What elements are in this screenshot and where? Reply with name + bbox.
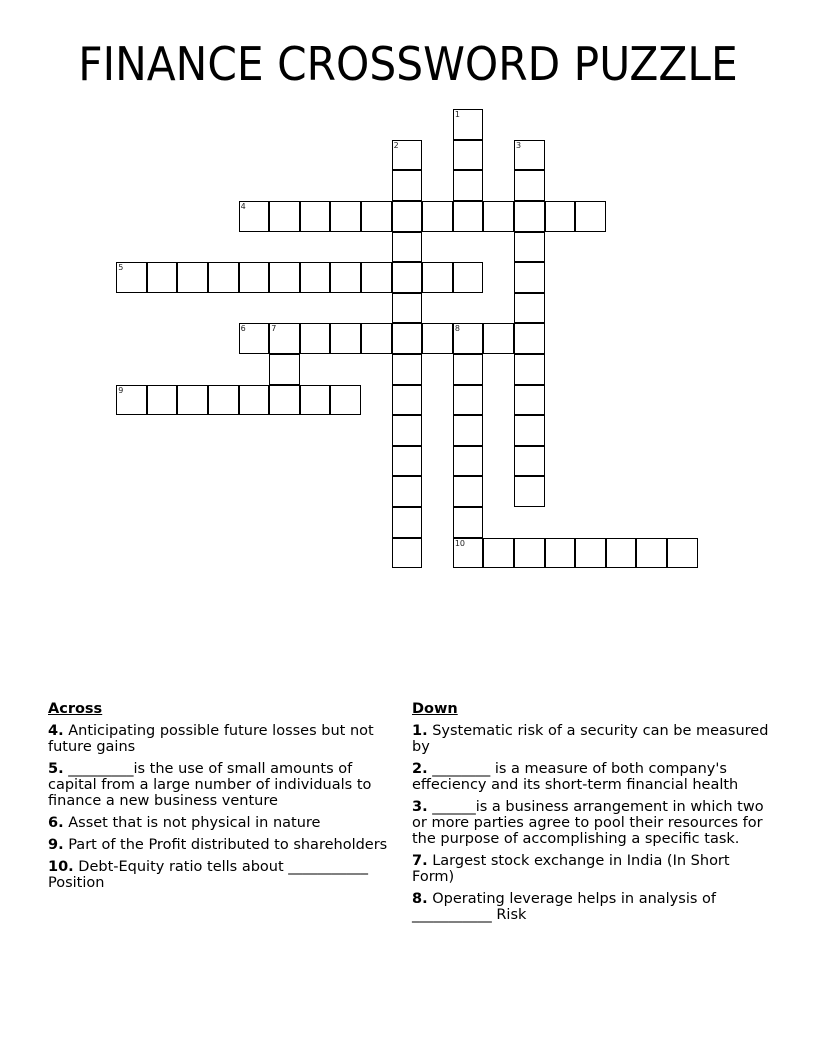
grid-cell[interactable] xyxy=(361,201,392,232)
grid-cell[interactable] xyxy=(453,415,484,446)
grid-cell[interactable] xyxy=(514,201,545,232)
grid-cell[interactable] xyxy=(606,538,637,569)
clue-down-7: 7. Largest stock exchange in India (In Short Form) xyxy=(412,853,730,885)
clue-down-3: 3. ______is a business arrangement in which two or more parties agree to pool their resources for the purpose of accomplishing a specific task. xyxy=(412,799,764,847)
grid-cell[interactable] xyxy=(514,140,545,171)
grid-cell[interactable] xyxy=(453,446,484,477)
grid-cell[interactable] xyxy=(483,323,514,354)
grid-cell[interactable] xyxy=(392,293,423,324)
grid-cell[interactable] xyxy=(667,538,698,569)
grid-cell[interactable] xyxy=(392,170,423,201)
clue-number: 10 xyxy=(454,538,466,548)
grid-cell[interactable] xyxy=(208,262,239,293)
grid-cell[interactable] xyxy=(483,538,514,569)
grid-cell[interactable] xyxy=(422,323,453,354)
grid-cell[interactable] xyxy=(453,109,484,140)
grid-cell[interactable] xyxy=(330,201,361,232)
grid-cell[interactable] xyxy=(392,507,423,538)
grid-cell[interactable] xyxy=(453,538,484,569)
grid-cell[interactable] xyxy=(147,385,178,416)
page-title: FINANCE CROSSWORD PUZZLE xyxy=(78,37,738,91)
clue-number: 7 xyxy=(271,324,277,334)
clue-number: 5 xyxy=(118,263,124,273)
grid-cell[interactable] xyxy=(300,201,331,232)
grid-cell[interactable] xyxy=(422,201,453,232)
grid-cell[interactable] xyxy=(453,354,484,385)
clue-number: 8 xyxy=(454,324,460,334)
clue-across-6: 6. Asset that is not physical in nature xyxy=(48,815,321,831)
grid-cell[interactable] xyxy=(545,201,576,232)
grid-cell[interactable] xyxy=(147,262,178,293)
grid-cell[interactable] xyxy=(300,385,331,416)
grid-cell[interactable] xyxy=(208,385,239,416)
grid-cell[interactable] xyxy=(575,538,606,569)
grid-cell[interactable] xyxy=(330,262,361,293)
grid-cell[interactable] xyxy=(483,201,514,232)
down-heading: Down xyxy=(412,701,458,717)
down-clues xyxy=(412,701,772,929)
grid-cell[interactable] xyxy=(453,323,484,354)
clue-number: 4 xyxy=(240,202,246,212)
grid-cell[interactable] xyxy=(514,415,545,446)
grid-cell[interactable] xyxy=(116,262,147,293)
clue-number: 9 xyxy=(118,385,124,395)
grid-cell[interactable] xyxy=(453,262,484,293)
grid-cell[interactable] xyxy=(453,201,484,232)
clue-number: 6 xyxy=(240,324,246,334)
grid-cell[interactable] xyxy=(545,538,576,569)
grid-cell[interactable] xyxy=(392,385,423,416)
clue-across-9: 9. Part of the Profit distributed to shareholders xyxy=(48,837,388,853)
clue-number: 1 xyxy=(454,110,460,120)
grid-cell[interactable] xyxy=(514,354,545,385)
grid-cell[interactable] xyxy=(514,262,545,293)
grid-cell[interactable] xyxy=(269,201,300,232)
grid-cell[interactable] xyxy=(361,262,392,293)
grid-cell[interactable] xyxy=(392,323,423,354)
grid-cell[interactable] xyxy=(514,476,545,507)
grid-cell[interactable] xyxy=(453,140,484,171)
grid-cell[interactable] xyxy=(514,170,545,201)
grid-cell[interactable] xyxy=(392,446,423,477)
grid-cell[interactable] xyxy=(300,323,331,354)
grid-cell[interactable] xyxy=(392,538,423,569)
clue-number: 2 xyxy=(393,140,399,150)
clue-down-1: 1. Systematic risk of a security can be measured by xyxy=(412,723,769,755)
grid-cell[interactable] xyxy=(361,323,392,354)
grid-cell[interactable] xyxy=(514,538,545,569)
grid-cell[interactable] xyxy=(392,262,423,293)
grid-cell[interactable] xyxy=(300,262,331,293)
grid-cell[interactable] xyxy=(239,323,270,354)
grid-cell[interactable] xyxy=(330,385,361,416)
grid-cell[interactable] xyxy=(239,262,270,293)
grid-cell[interactable] xyxy=(239,201,270,232)
grid-cell[interactable] xyxy=(514,446,545,477)
grid-cell[interactable] xyxy=(514,323,545,354)
grid-cell[interactable] xyxy=(453,385,484,416)
grid-cell[interactable] xyxy=(453,170,484,201)
grid-cell[interactable] xyxy=(269,323,300,354)
grid-cell[interactable] xyxy=(177,262,208,293)
grid-cell[interactable] xyxy=(392,476,423,507)
grid-cell[interactable] xyxy=(514,385,545,416)
clue-across-5: 5. _________is the use of small amounts of capital from a large number of individuals to finance a new business venture xyxy=(48,761,372,809)
grid-cell[interactable] xyxy=(330,323,361,354)
crossword-grid xyxy=(117,110,717,580)
grid-cell[interactable] xyxy=(453,507,484,538)
across-heading: Across xyxy=(48,701,103,717)
grid-cell[interactable] xyxy=(269,354,300,385)
clue-number: 3 xyxy=(516,140,522,150)
clue-across-10: 10. Debt-Equity ratio tells about ___________ Position xyxy=(48,859,369,891)
grid-cell[interactable] xyxy=(392,201,423,232)
grid-cell[interactable] xyxy=(575,201,606,232)
grid-cell[interactable] xyxy=(269,262,300,293)
grid-cell[interactable] xyxy=(116,385,147,416)
grid-cell[interactable] xyxy=(392,232,423,263)
grid-cell[interactable] xyxy=(422,262,453,293)
grid-cell[interactable] xyxy=(177,385,208,416)
across-clues xyxy=(48,701,398,897)
grid-cell[interactable] xyxy=(392,354,423,385)
grid-cell[interactable] xyxy=(239,385,270,416)
clue-down-8: 8. Operating leverage helps in analysis of ___________ Risk xyxy=(412,891,716,923)
clue-across-4: 4. Anticipating possible future losses but not future gains xyxy=(48,723,374,755)
grid-cell[interactable] xyxy=(514,232,545,263)
grid-cell[interactable] xyxy=(636,538,667,569)
grid-cell[interactable] xyxy=(392,415,423,446)
clue-down-2: 2. ________ is a measure of both company's effeciency and its short-term financial health xyxy=(412,761,739,793)
grid-cell[interactable] xyxy=(453,476,484,507)
grid-cell[interactable] xyxy=(514,293,545,324)
grid-cell[interactable] xyxy=(392,140,423,171)
grid-cell[interactable] xyxy=(269,385,300,416)
